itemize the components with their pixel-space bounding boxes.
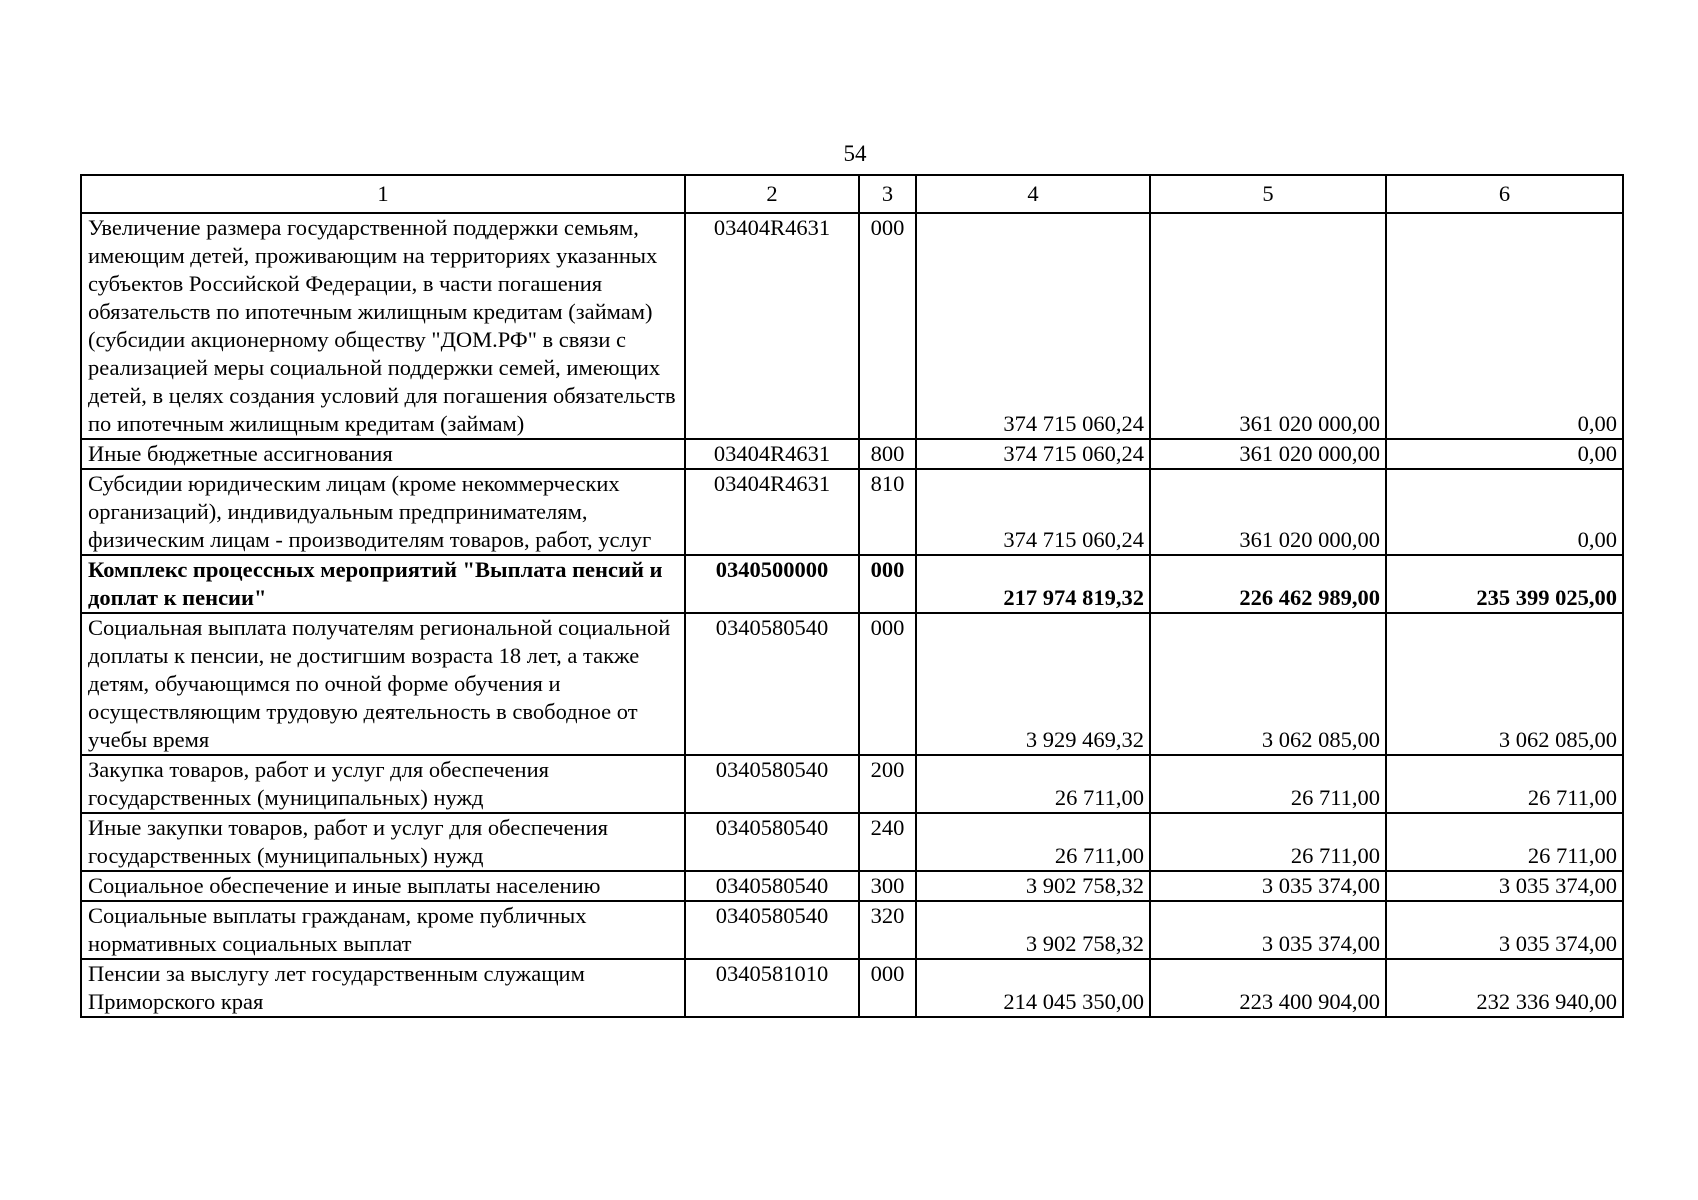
row-value-col5-cell: 223 400 904,00: [1150, 959, 1386, 1017]
row-code-cell: 03404R4631: [685, 439, 859, 469]
row-code-cell: 0340500000: [685, 555, 859, 613]
row-name-cell: Иные закупки товаров, работ и услуг для обеспечения государственных (муниципальных) нужд: [81, 813, 685, 871]
row-code-cell: 0340580540: [685, 755, 859, 813]
row-value-col6-cell: 0,00: [1386, 469, 1623, 555]
row-value-col6-cell: 26 711,00: [1386, 755, 1623, 813]
row-value-col5-cell: 361 020 000,00: [1150, 439, 1386, 469]
row-name-cell: Пенсии за выслугу лет государственным служащим Приморского края: [81, 959, 685, 1017]
table-row: [81, 871, 1623, 901]
row-type-cell: 200: [859, 755, 916, 813]
row-value-col4-cell: 374 715 060,24: [916, 469, 1150, 555]
row-value-col5-cell: 361 020 000,00: [1150, 469, 1386, 555]
row-code-cell: 0340580540: [685, 813, 859, 871]
header-col-3: 3: [859, 175, 916, 213]
row-value-col5-cell: 3 035 374,00: [1150, 871, 1386, 901]
row-value-col6-cell: 235 399 025,00: [1386, 555, 1623, 613]
row-value-col4-cell: 214 045 350,00: [916, 959, 1150, 1017]
row-code-cell: 03404R4631: [685, 213, 859, 439]
row-code-cell: 0340580540: [685, 613, 859, 755]
row-value-col4-cell: 26 711,00: [916, 755, 1150, 813]
row-code-cell: 03404R4631: [685, 469, 859, 555]
row-value-col6-cell: 0,00: [1386, 213, 1623, 439]
header-col-4: 4: [916, 175, 1150, 213]
row-type-cell: 320: [859, 901, 916, 959]
row-code-cell: 0340581010: [685, 959, 859, 1017]
row-value-col4-cell: 374 715 060,24: [916, 213, 1150, 439]
row-name-cell: Социальное обеспечение и иные выплаты населению: [81, 871, 685, 901]
table-row: [81, 755, 1623, 813]
row-code-cell: 0340580540: [685, 871, 859, 901]
row-value-col5-cell: 226 462 989,00: [1150, 555, 1386, 613]
budget-table: [80, 174, 1624, 1018]
row-name-cell: Комплекс процессных мероприятий "Выплата пенсий и доплат к пенсии": [81, 555, 685, 613]
page-number: 54: [843, 141, 867, 166]
row-value-col4-cell: 374 715 060,24: [916, 439, 1150, 469]
table-header-row: [81, 175, 1623, 213]
row-value-col5-cell: 3 062 085,00: [1150, 613, 1386, 755]
row-value-col6-cell: 26 711,00: [1386, 813, 1623, 871]
row-type-cell: 000: [859, 613, 916, 755]
row-value-col5-cell: 26 711,00: [1150, 755, 1386, 813]
row-value-col4-cell: 3 902 758,32: [916, 901, 1150, 959]
row-value-col4-cell: 3 929 469,32: [916, 613, 1150, 755]
row-type-cell: 300: [859, 871, 916, 901]
row-value-col6-cell: 3 035 374,00: [1386, 871, 1623, 901]
row-name-cell: Социальная выплата получателям региональной социальной доплаты к пенсии, не достигшим возраста 18 лет, а также детям, обучающимся по очной форме обучения и осуществляющим трудовую деятельность в свободное от учебы время: [81, 613, 685, 755]
row-value-col6-cell: 3 062 085,00: [1386, 613, 1623, 755]
row-type-cell: 000: [859, 959, 916, 1017]
row-value-col5-cell: 26 711,00: [1150, 813, 1386, 871]
table-row: [81, 213, 1623, 439]
row-type-cell: 810: [859, 469, 916, 555]
row-code-cell: 0340580540: [685, 901, 859, 959]
row-name-cell: Иные бюджетные ассигнования: [81, 439, 685, 469]
row-value-col4-cell: 26 711,00: [916, 813, 1150, 871]
header-col-6: 6: [1386, 175, 1623, 213]
row-value-col6-cell: 0,00: [1386, 439, 1623, 469]
table-row: [81, 555, 1623, 613]
row-name-cell: Субсидии юридическим лицам (кроме некоммерческих организаций), индивидуальным предпринимателям, физическим лицам - производителям товаров, работ, услуг: [81, 469, 685, 555]
header-col-1: 1: [81, 175, 685, 213]
row-value-col4-cell: 3 902 758,32: [916, 871, 1150, 901]
row-type-cell: 800: [859, 439, 916, 469]
table-row: [81, 959, 1623, 1017]
row-type-cell: 000: [859, 213, 916, 439]
row-value-col6-cell: 3 035 374,00: [1386, 901, 1623, 959]
header-col-2: 2: [685, 175, 859, 213]
header-col-5: 5: [1150, 175, 1386, 213]
row-name-cell: Увеличение размера государственной поддержки семьям, имеющим детей, проживающим на территориях указанных субъектов Российской Федерации, в части погашения обязательств по ипотечным жилищным кредитам (займам) (субсидии акционерному обществу "ДОМ.РФ" в связи с реализацией меры социальной поддержки семей, имеющих детей, в целях создания условий для погашения обязательств по ипотечным жилищным кредитам (займам): [81, 213, 685, 439]
table-row: [81, 613, 1623, 755]
row-value-col5-cell: 361 020 000,00: [1150, 213, 1386, 439]
table-row: [81, 901, 1623, 959]
row-name-cell: Социальные выплаты гражданам, кроме публичных нормативных социальных выплат: [81, 901, 685, 959]
row-type-cell: 000: [859, 555, 916, 613]
table-row: [81, 813, 1623, 871]
row-value-col5-cell: 3 035 374,00: [1150, 901, 1386, 959]
row-name-cell: Закупка товаров, работ и услуг для обеспечения государственных (муниципальных) нужд: [81, 755, 685, 813]
table-row: [81, 469, 1623, 555]
row-type-cell: 240: [859, 813, 916, 871]
table-row: [81, 439, 1623, 469]
row-value-col6-cell: 232 336 940,00: [1386, 959, 1623, 1017]
row-value-col4-cell: 217 974 819,32: [916, 555, 1150, 613]
